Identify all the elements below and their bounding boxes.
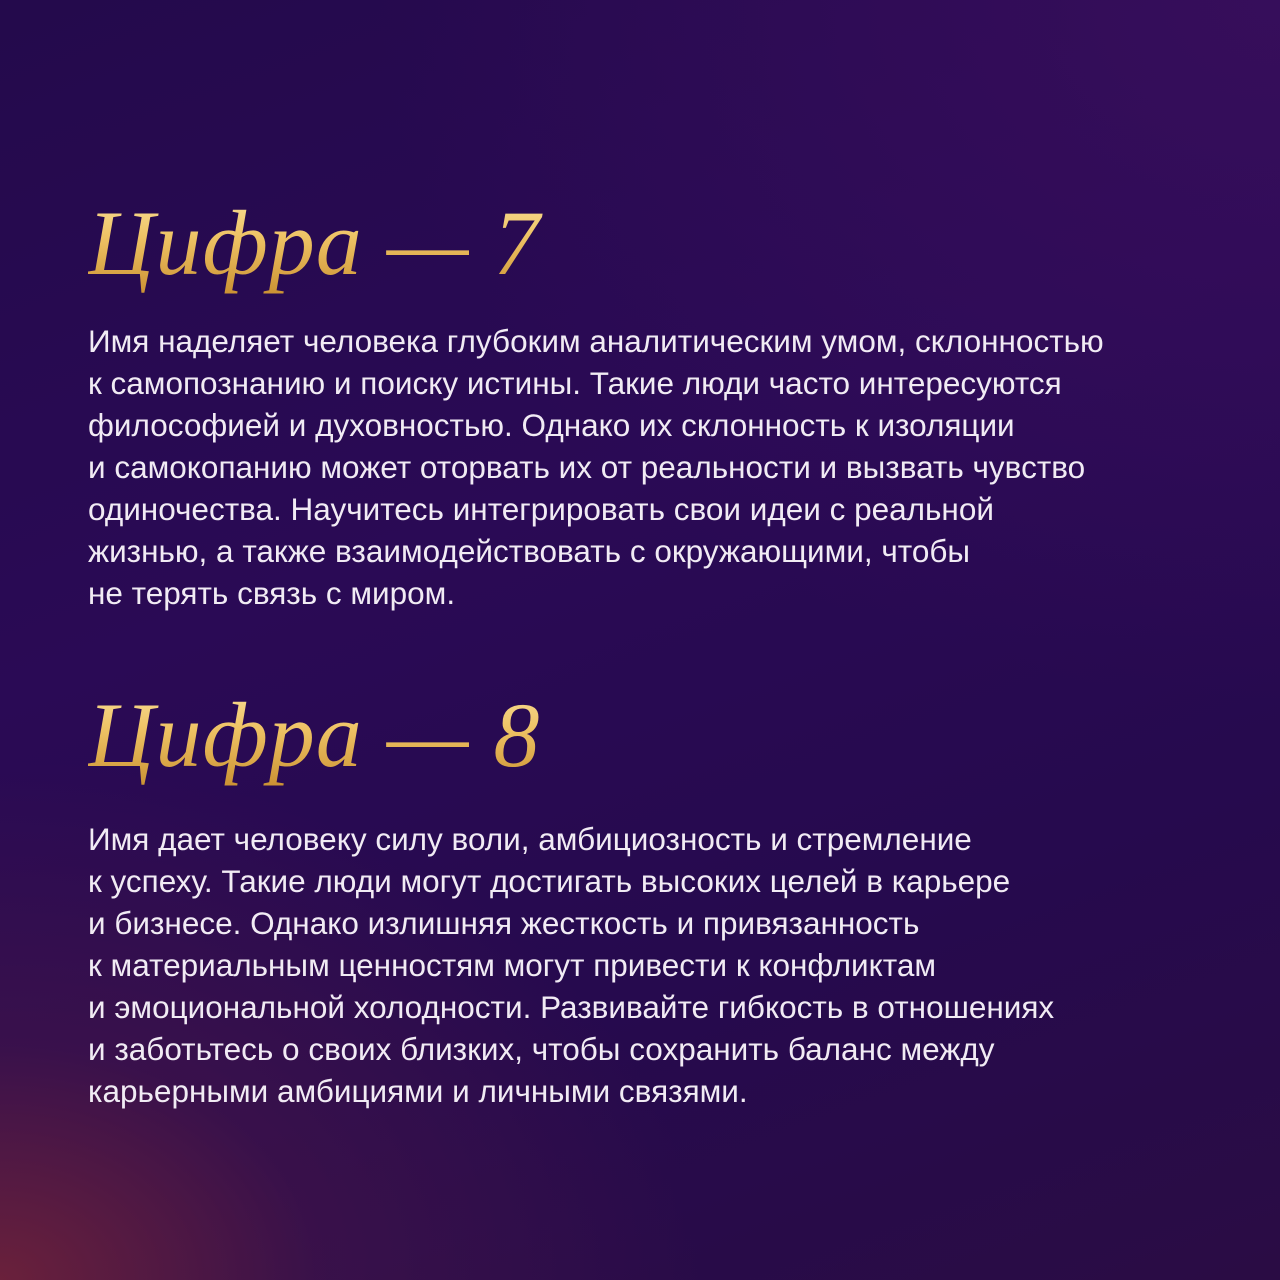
text-line: и заботьтесь о своих близких, чтобы сохранить баланс между xyxy=(88,1031,995,1067)
text-line: и эмоциональной холодности. Развивайте гибкость в отношениях xyxy=(88,989,1055,1025)
description-digit-7 xyxy=(88,320,1198,614)
text-line: Имя наделяет человека глубоким аналитическим умом, склонностью xyxy=(88,323,1104,359)
text-line: Имя дает человеку силу воли, амбициозность и стремление xyxy=(88,821,972,857)
heading-digit-8: Цифра — 8 xyxy=(88,680,1198,790)
heading-digit-7: Цифра — 7 xyxy=(88,188,1198,298)
section-digit-7 xyxy=(88,188,1198,614)
section-digit-8 xyxy=(88,680,1198,1112)
text-line: философией и духовностью. Однако их склонность к изоляции xyxy=(88,407,1015,443)
text-line: карьерными амбициями и личными связями. xyxy=(88,1073,748,1109)
text-line: одиночества. Научитесь интегрировать свои идеи с реальной xyxy=(88,491,994,527)
text-line: к успеху. Такие люди могут достигать высоких целей в карьере xyxy=(88,863,1011,899)
text-line: и бизнесе. Однако излишняя жесткость и привязанность xyxy=(88,905,920,941)
text-line: к самопознанию и поиску истины. Такие люди часто интересуются xyxy=(88,365,1062,401)
description-digit-8 xyxy=(88,818,1198,1112)
text-line: и самокопанию может оторвать их от реальности и вызвать чувство xyxy=(88,449,1086,485)
text-line: жизнью, а также взаимодействовать с окружающими, чтобы xyxy=(88,533,971,569)
text-line: не терять связь с миром. xyxy=(88,575,456,611)
text-line: к материальным ценностям могут привести к конфликтам xyxy=(88,947,936,983)
